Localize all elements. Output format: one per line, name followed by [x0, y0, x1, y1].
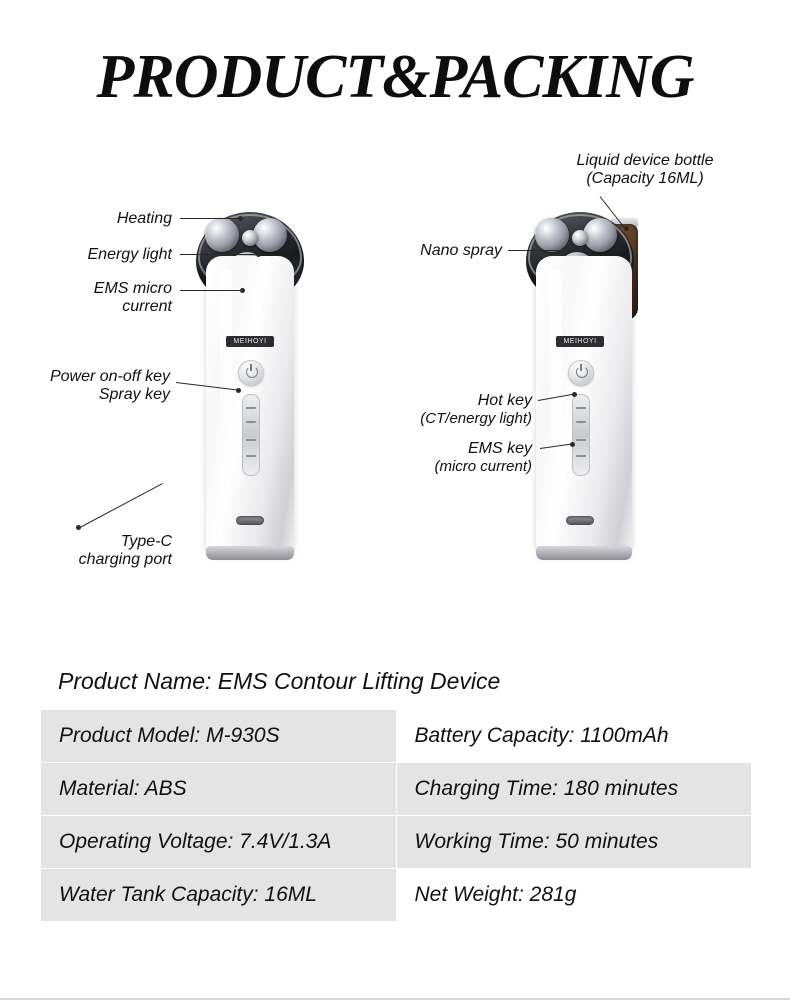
- leader-dot-ems-key: [570, 442, 575, 447]
- leader-dot-hot-key: [572, 392, 577, 397]
- leader-dot-liquid-bottle: [624, 226, 629, 231]
- callout-liquid-bottle: [520, 152, 770, 189]
- body-highlight: [220, 270, 232, 520]
- massage-ball-left: [205, 218, 239, 252]
- callout-heating: [40, 210, 172, 228]
- device-front-view: [190, 160, 310, 580]
- callout-typec-line2: charging port: [78, 551, 172, 569]
- energy-light-ball: [242, 230, 258, 246]
- callout-ems-key: [370, 440, 532, 476]
- callout-typec-line1: Type-C: [120, 533, 172, 550]
- brand-logo: MEIHOYI: [556, 336, 604, 347]
- callout-heating-label: Heating: [116, 210, 172, 227]
- callout-ems-micro-current: [14, 280, 172, 317]
- power-icon: [246, 366, 258, 378]
- spec-cell-right: Working Time: 50 minutes: [396, 816, 752, 869]
- callout-hot-key-line1: Hot key: [477, 392, 532, 409]
- indicator-strip: [572, 394, 590, 476]
- leader-line-nano-spray: [508, 250, 570, 251]
- indicator-strip: [242, 394, 260, 476]
- spec-cell-right: Net Weight: 281g: [396, 869, 752, 922]
- leader-dot-energy-light: [256, 252, 261, 257]
- strip-mark: [246, 421, 256, 423]
- callout-energy-light-label: Energy light: [87, 246, 172, 263]
- massage-ball-right: [253, 218, 287, 252]
- leader-line-type-c: [78, 483, 163, 529]
- specification-table: [40, 709, 752, 922]
- spec-cell-left: Water Tank Capacity: 16ML: [41, 869, 397, 922]
- spec-cell-right: Charging Time: 180 minutes: [396, 763, 752, 816]
- callout-nano-spray-label: Nano spray: [420, 242, 502, 259]
- strip-mark: [246, 439, 256, 441]
- callout-ems-line2: current: [122, 298, 172, 316]
- leader-line-heating: [180, 218, 240, 219]
- strip-mark: [246, 455, 256, 457]
- callout-hot-key: [370, 392, 532, 428]
- leader-line-ems-micro-current: [180, 290, 242, 291]
- callout-liquid-line2: (Capacity 16ML): [586, 170, 704, 188]
- spec-cell-left: Operating Voltage: 7.4V/1.3A: [41, 816, 397, 869]
- power-button: [238, 360, 264, 386]
- spec-cell-left: Material: ABS: [41, 763, 397, 816]
- device-base: [536, 546, 632, 560]
- callout-liquid-line1: Liquid device bottle: [576, 152, 714, 169]
- product-name: Product Name: EMS Contour Lifting Device: [58, 668, 501, 694]
- brand-logo: MEIHOYI: [226, 336, 274, 347]
- leader-dot-type-c: [76, 525, 81, 530]
- callout-ems-key-line2: (micro current): [434, 458, 532, 476]
- type-c-port: [566, 516, 594, 525]
- page-bottom-divider: [0, 976, 790, 1000]
- power-icon: [576, 366, 588, 378]
- callout-type-c: [0, 533, 172, 570]
- device-base: [206, 546, 294, 560]
- callout-hot-key-line2: (CT/energy light): [420, 410, 532, 428]
- massage-ball-left: [535, 218, 569, 252]
- massage-ball-right: [583, 218, 617, 252]
- product-illustration-area: [0, 130, 790, 650]
- callout-energy-light: [20, 246, 172, 264]
- power-button: [568, 360, 594, 386]
- strip-mark: [576, 407, 586, 409]
- page-title: PRODUCT&PACKING: [96, 43, 694, 111]
- callout-ems-line1: EMS micro: [93, 280, 172, 297]
- strip-mark: [576, 455, 586, 457]
- strip-mark: [576, 439, 586, 441]
- callout-ems-key-line1: EMS key: [467, 440, 532, 457]
- table-row: [41, 710, 752, 763]
- table-row: [41, 763, 752, 816]
- spec-cell-left: Product Model: M-930S: [41, 710, 397, 763]
- strip-mark: [576, 421, 586, 423]
- table-row: [41, 816, 752, 869]
- table-row: [41, 869, 752, 922]
- nano-spray-nozzle: [572, 230, 588, 246]
- spec-cell-right: Battery Capacity: 1100mAh: [396, 710, 752, 763]
- strip-mark: [246, 407, 256, 409]
- leader-dot-heating: [238, 216, 243, 221]
- specification-section: [40, 662, 752, 922]
- type-c-port: [236, 516, 264, 525]
- callout-power-line1: Power on-off key: [49, 368, 170, 385]
- callout-power-line2: Spray key: [98, 386, 170, 404]
- leader-dot-nano-spray: [568, 248, 573, 253]
- callout-power-key: [0, 368, 170, 405]
- callout-nano-spray: [330, 242, 502, 260]
- leader-line-energy-light: [180, 254, 258, 255]
- leader-dot-power-key: [236, 388, 241, 393]
- leader-dot-ems-micro-current: [240, 288, 245, 293]
